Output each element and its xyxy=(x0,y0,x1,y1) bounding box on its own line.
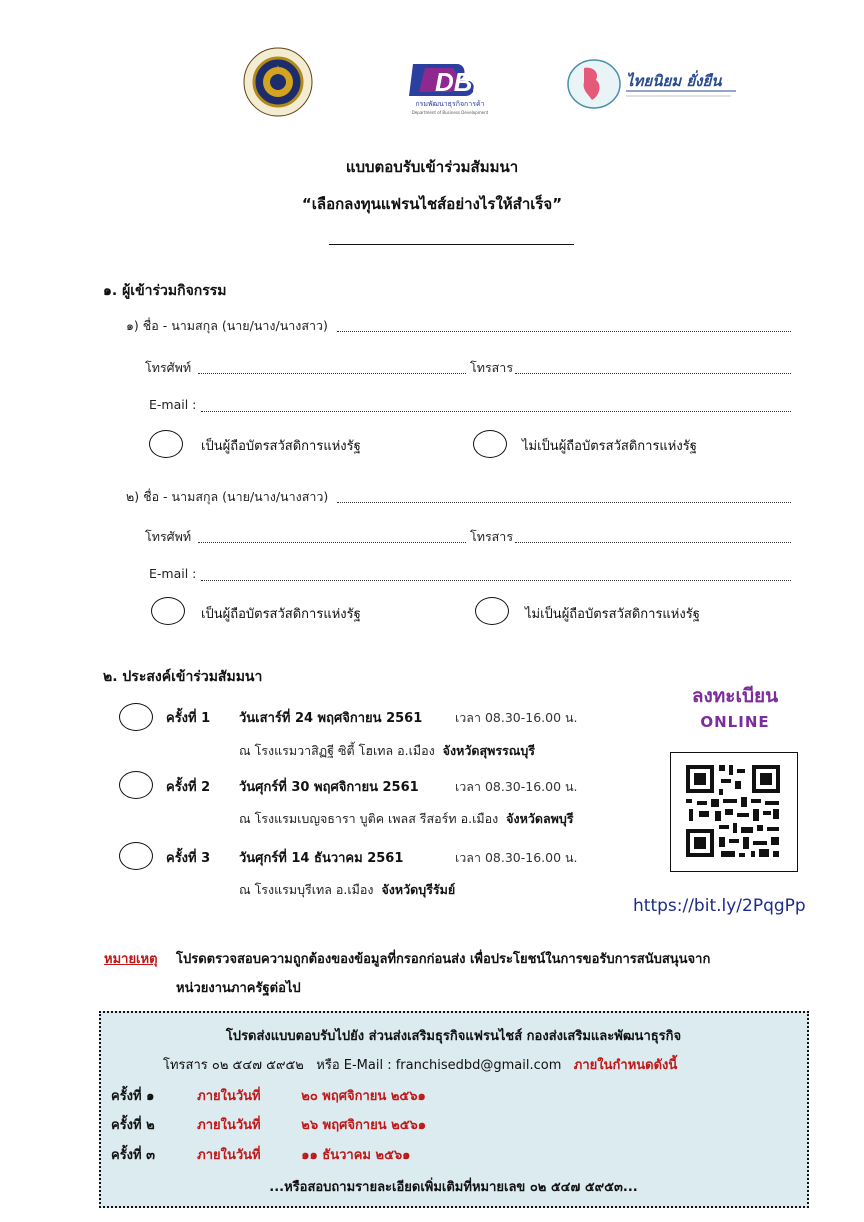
session3-date: วันศุกร์ที่ 14 ธันวาคม 2561 xyxy=(239,851,404,866)
svg-text:ไทยนิยม ยั่งยืน: ไทยนิยม ยั่งยืน xyxy=(626,72,722,90)
session2-radio[interactable] xyxy=(119,771,153,799)
deadline-date: ๒๐ พฤศจิกายน ๒๕๖๑ xyxy=(301,1089,426,1104)
session3-venue xyxy=(239,880,455,900)
session3-label: ครั้งที่ 3 xyxy=(166,851,211,866)
participant2-name-field[interactable] xyxy=(337,502,791,503)
deadline-date: ๑๑ ธันวาคม ๒๕๖๑ xyxy=(301,1148,411,1163)
note-label: หมายเหตุ xyxy=(104,952,158,967)
session1-venue xyxy=(239,741,535,761)
participant1-welfare-yes-label: เป็นผู้ถือบัตรสวัสดิการแห่งรัฐ xyxy=(201,439,361,454)
participant1-welfare-no-label: ไม่เป็นผู้ถือบัตรสวัสดิการแห่งรัฐ xyxy=(522,439,697,454)
thai-niyom-logo xyxy=(566,58,742,110)
deadline-label: ครั้งที่ ๒ xyxy=(111,1118,155,1133)
participant2-email-label: E-mail : xyxy=(149,566,197,581)
session2-label: ครั้งที่ 2 xyxy=(166,780,211,795)
participant1-welfare-no-radio[interactable] xyxy=(473,430,507,458)
contact-footer: ...หรือสอบถามรายละเอียดเพิ่มเติมที่หมายเลข ๐๒ ๕๔๗ ๕๙๕๓... xyxy=(269,1180,638,1195)
session3-radio[interactable] xyxy=(119,842,153,870)
session2-province: จังหวัดลพบุรี xyxy=(506,811,574,826)
participant1-name-field[interactable] xyxy=(337,331,791,332)
title-divider xyxy=(329,244,574,245)
svg-text:DBD: DBD xyxy=(435,67,492,97)
dbd-logo xyxy=(405,58,495,118)
note-line1: โปรดตรวจสอบความถูกต้องของข้อมูลที่กรอกก่อนส่ง เพื่อประโยชน์ในการขอรับการสนับสนุนจาก xyxy=(176,952,711,967)
deadline-row-1 xyxy=(111,1085,426,1106)
contact-box xyxy=(99,1011,809,1208)
deadline-row-2 xyxy=(111,1114,426,1135)
registration-link[interactable]: https://bit.ly/2PqgPp xyxy=(633,896,806,916)
svg-text:Department of Business Develop: Department of Business Development xyxy=(411,110,489,115)
form-title: แบบตอบรับเข้าร่วมสัมมนา xyxy=(345,158,519,176)
seminar-title: “เลือกลงทุนแฟรนไชส์อย่างไรให้สำเร็จ” xyxy=(301,195,563,213)
participant1-email-label: E-mail : xyxy=(149,397,197,412)
dbd-thai-text: กรมพัฒนาธุรกิจการค้า xyxy=(415,100,485,108)
session1-time: เวลา 08.30-16.00 น. xyxy=(455,710,578,725)
participant2-welfare-yes-label: เป็นผู้ถือบัตรสวัสดิการแห่งรัฐ xyxy=(201,607,361,622)
participant1-fax-field[interactable] xyxy=(515,373,791,374)
participant1-email-field[interactable] xyxy=(201,411,791,412)
participant2-email-field[interactable] xyxy=(201,580,791,581)
participant2-welfare-no-radio[interactable] xyxy=(475,597,509,625)
participant1-phone-label: โทรศัพท์ xyxy=(145,360,192,375)
session2-time: เวลา 08.30-16.00 น. xyxy=(455,779,578,794)
session2-date: วันศุกร์ที่ 30 พฤศจิกายน 2561 xyxy=(239,780,419,795)
participant1-welfare-yes-radio[interactable] xyxy=(149,430,183,458)
register-online: ONLINE xyxy=(700,713,770,731)
participant2-phone-field[interactable] xyxy=(198,542,466,543)
registration-qr-code[interactable] xyxy=(670,752,798,872)
participant2-fax-field[interactable] xyxy=(515,542,791,543)
deadline-date: ๒๖ พฤศจิกายน ๒๕๖๑ xyxy=(301,1118,427,1133)
session1-date: วันเสาร์ที่ 24 พฤศจิกายน 2561 xyxy=(239,711,423,726)
deadline-label: ครั้งที่ ๓ xyxy=(111,1148,156,1163)
session3-time: เวลา 08.30-16.00 น. xyxy=(455,850,578,865)
contact-line1: โปรดส่งแบบตอบรับไปยัง ส่วนส่งเสริมธุรกิจแฟรนไชส์ กองส่งเสริมและพัฒนาธุรกิจ xyxy=(225,1029,682,1044)
deadline-label: ครั้งที่ ๑ xyxy=(111,1089,155,1104)
session2-venue xyxy=(239,809,574,829)
session1-label: ครั้งที่ 1 xyxy=(166,711,211,726)
section1-heading: ๑. ผู้เข้าร่วมกิจกรรม xyxy=(103,283,227,299)
session3-province: จังหวัดบุรีรัมย์ xyxy=(381,882,456,897)
session2-venue-name: ณ โรงแรมเบญจธารา บูติค เพลส รีสอร์ท อ.เมือง xyxy=(239,811,499,826)
participant2-welfare-no-label: ไม่เป็นผู้ถือบัตรสวัสดิการแห่งรัฐ xyxy=(525,607,700,622)
participant2-fax-label: โทรสาร xyxy=(470,529,514,544)
contact-fax: โทรสาร ๐๒ ๕๔๗ ๕๙๕๒ xyxy=(163,1058,304,1073)
deadline-within: ภายในวันที่ xyxy=(197,1118,261,1133)
participant1-name-label: ๑) ชื่อ - นามสกุล (นาย/นาง/นางสาว) xyxy=(126,318,328,333)
session1-venue-name: ณ โรงแรมวาสิฏฐี ซิตี้ โฮเทล อ.เมือง xyxy=(239,743,435,758)
deadline-row-3 xyxy=(111,1144,410,1165)
session1-province: จังหวัดสุพรรณบุรี xyxy=(442,743,536,758)
deadline-within: ภายในวันที่ xyxy=(197,1148,261,1163)
participant1-phone-field[interactable] xyxy=(198,373,466,374)
contact-line2 xyxy=(163,1054,677,1075)
deadline-within: ภายในวันที่ xyxy=(197,1089,261,1104)
session1-radio[interactable] xyxy=(119,703,153,731)
section2-heading: ๒. ประสงค์เข้าร่วมสัมมนา xyxy=(103,669,263,685)
contact-email[interactable]: หรือ E-Mail : franchisedbd@gmail.com xyxy=(316,1058,562,1073)
register-title: ลงทะเบียน xyxy=(691,685,779,707)
participant2-phone-label: โทรศัพท์ xyxy=(145,529,192,544)
ministry-of-commerce-logo xyxy=(243,45,313,119)
participant1-fax-label: โทรสาร xyxy=(470,360,514,375)
participant2-welfare-yes-radio[interactable] xyxy=(151,597,185,625)
deadline-intro: ภายในกำหนดดังนี้ xyxy=(573,1058,678,1073)
note-line2: หน่วยงานภาครัฐต่อไป xyxy=(176,981,301,996)
participant2-name-label: ๒) ชื่อ - นามสกุล (นาย/นาง/นางสาว) xyxy=(126,489,329,504)
session3-venue-name: ณ โรงแรมบุรีเทล อ.เมือง xyxy=(239,882,374,897)
